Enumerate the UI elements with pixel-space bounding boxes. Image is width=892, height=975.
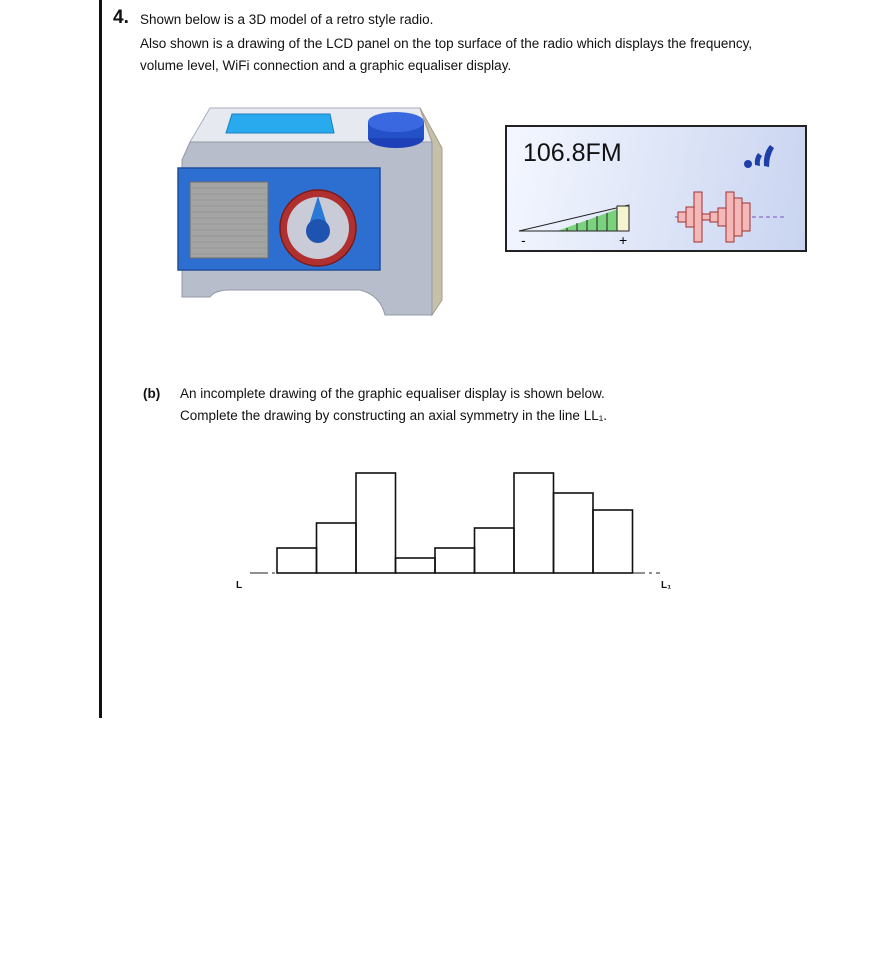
equaliser-bars bbox=[277, 473, 633, 573]
question-text-line-1: Shown below is a 3D model of a retro style radio. bbox=[140, 12, 434, 27]
volume-plus-label: + bbox=[619, 232, 628, 247]
equaliser-bar bbox=[396, 558, 436, 573]
equaliser-bar bbox=[554, 493, 594, 573]
equaliser-bar bbox=[435, 548, 475, 573]
equaliser-bar bbox=[514, 473, 554, 573]
incomplete-equaliser-drawing bbox=[230, 465, 670, 585]
question-number: 4. bbox=[113, 7, 129, 28]
lcd-equaliser-graphic bbox=[675, 187, 785, 247]
volume-minus-label: - bbox=[521, 232, 526, 247]
equaliser-bar bbox=[277, 548, 317, 573]
equaliser-bar bbox=[593, 510, 633, 573]
part-b-label: (b) bbox=[143, 386, 161, 401]
equaliser-bar bbox=[356, 473, 396, 573]
part-b-text-line-1: An incomplete drawing of the graphic equaliser display is shown below. bbox=[180, 386, 605, 401]
lcd-frequency: 106.8FM bbox=[523, 139, 622, 167]
axis-label-L1: L₁ bbox=[661, 580, 672, 591]
lcd-panel bbox=[505, 125, 807, 252]
question-text-line-3: volume level, WiFi connection and a graphic equaliser display. bbox=[140, 58, 512, 73]
wifi-icon bbox=[741, 139, 781, 171]
volume-level-indicator bbox=[517, 201, 637, 247]
equaliser-bar bbox=[475, 528, 515, 573]
radio-3d-model-image bbox=[170, 100, 450, 325]
margin-rule bbox=[99, 0, 102, 718]
question-text-line-2: Also shown is a drawing of the LCD panel on the top surface of the radio which displays the frequency, bbox=[140, 36, 753, 51]
part-b-text-line-2: Complete the drawing by constructing an axial symmetry in the line LL₁. bbox=[180, 408, 608, 423]
axis-label-L: L bbox=[236, 580, 243, 591]
equaliser-bar bbox=[317, 523, 357, 573]
